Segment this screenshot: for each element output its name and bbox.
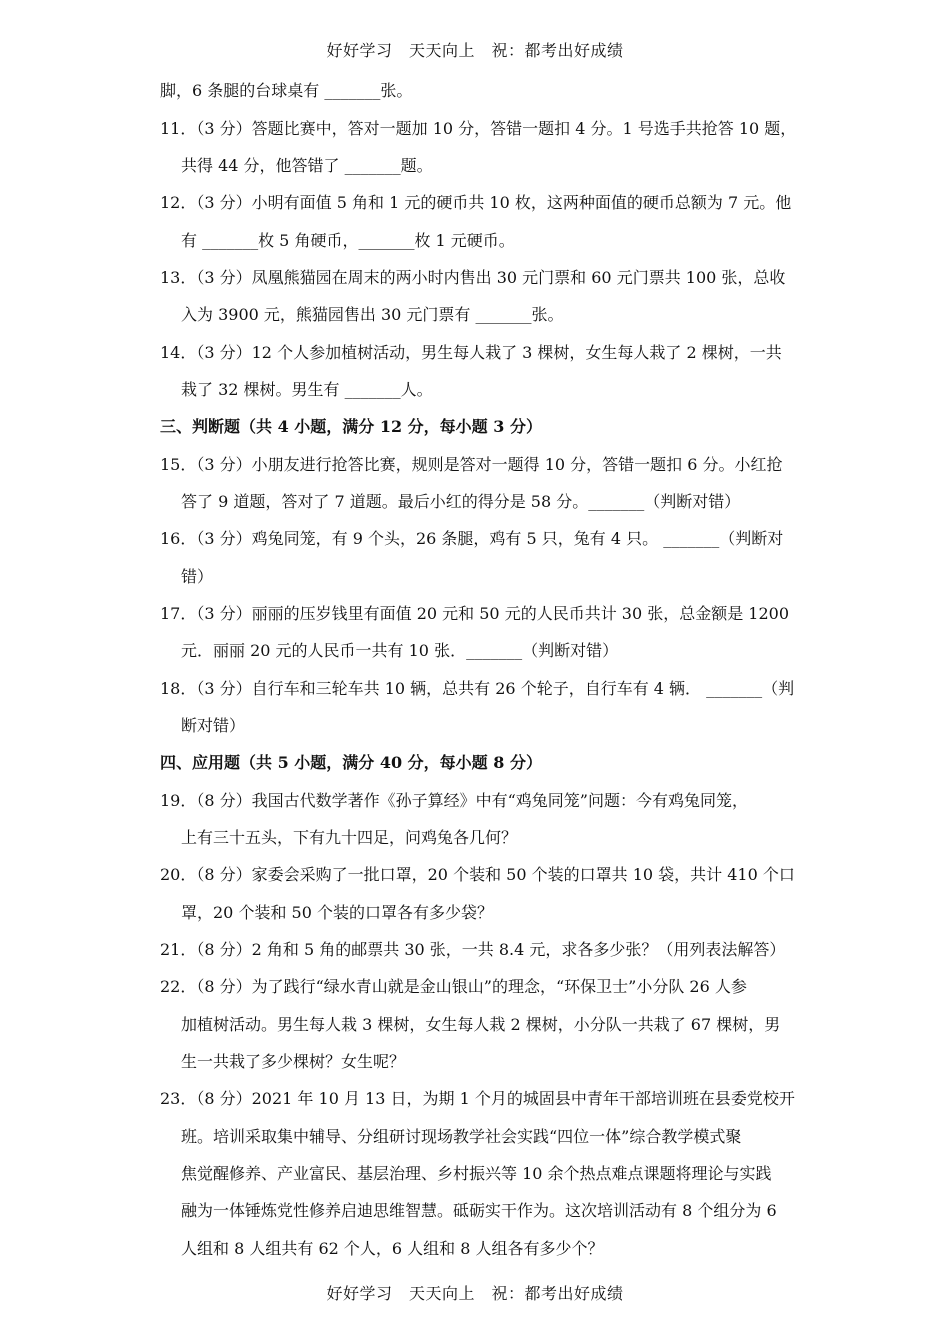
question-17-line-2: 元．丽丽 20 元的人民币一共有 10 张．_______（判断对错）: [181, 641, 619, 660]
question-12-line-2: 有 _______枚 5 角硬币，_______枚 1 元硬币。: [181, 231, 515, 250]
question-23-line-2: 班。培训采取集中辅导、分组研讨现场教学社会实践“四位一体”综合教学模式聚: [181, 1127, 742, 1146]
question-10-tail: 脚，6 条腿的台球桌有 _______张。: [160, 81, 413, 100]
question-16-line-2: 错）: [181, 567, 214, 586]
question-14-line-1: 14．（3 分）12 个人参加植树活动，男生每人栽了 3 棵树，女生每人栽了 2 棵树，一共: [160, 343, 782, 362]
question-14-line-2: 栽了 32 棵树。男生有 _______人。: [181, 380, 433, 399]
question-19-line-1: 19．（8 分）我国古代数学著作《孙子算经》中有“鸡兔同笼”问题：今有鸡兔同笼，: [160, 791, 748, 810]
question-11-line-2: 共得 44 分，他答错了 _______题。: [181, 156, 433, 175]
question-22-line-2: 加植树活动。男生每人栽 3 棵树，女生每人栽 2 棵树，小分队一共栽了 67 棵树，男: [181, 1015, 781, 1034]
section-4-heading: 四、应用题（共 5 小题，满分 40 分，每小题 8 分）: [160, 753, 542, 772]
question-13-line-2: 入为 3900 元，熊猫园售出 30 元门票有 _______张。: [181, 305, 564, 324]
section-3-heading: 三、判断题（共 4 小题，满分 12 分，每小题 3 分）: [160, 417, 542, 436]
question-20-line-2: 罩，20 个装和 50 个装的口罩各有多少袋？: [181, 903, 493, 922]
question-17-line-1: 17．（3 分）丽丽的压岁钱里有面值 20 元和 50 元的人民币共计 30 张，总金额是 1200: [160, 604, 790, 623]
question-18-line-2: 断对错）: [181, 716, 246, 735]
question-15-line-1: 15．（3 分）小朋友进行抢答比赛，规则是答对一题得 10 分，答错一题扣 6 分。小红抢: [160, 455, 783, 474]
question-11-line-1: 11．（3 分）答题比赛中，答对一题加 10 分，答错一题扣 4 分。1 号选手共抢答 10 题，: [160, 119, 797, 138]
question-22-line-3: 生一共栽了多少棵树？女生呢？: [181, 1052, 406, 1071]
question-13-line-1: 13．（3 分）凤凰熊猫园在周末的两小时内售出 30 元门票和 60 元门票共 100 张，总收: [160, 268, 786, 287]
question-21-line-1: 21．（8 分）2 角和 5 角的邮票共 30 张，一共 8.4 元，求各多少张？（用列表法解答）: [160, 940, 786, 959]
page-header: 好好学习 天天向上 祝：都考出好成绩: [326, 41, 624, 60]
question-15-line-2: 答了 9 道题，答对了 7 道题。最后小红的得分是 58 分。_______（判断对错）: [181, 492, 741, 511]
question-19-line-2: 上有三十五头，下有九十四足，问鸡兔各几何？: [181, 828, 518, 847]
question-18-line-1: 18．（3 分）自行车和三轮车共 10 辆，总共有 26 个轮子，自行车有 4 辆． _______（判: [160, 679, 795, 698]
question-23-line-5: 人组和 8 人组共有 62 个人，6 人组和 8 人组各有多少个？: [181, 1239, 604, 1258]
question-20-line-1: 20．（8 分）家委会采购了一批口罩，20 个装和 50 个装的口罩共 10 袋，共计 410 个口: [160, 865, 795, 884]
question-23-line-3: 焦觉醒修养、产业富民、基层治理、乡村振兴等 10 余个热点难点课题将理论与实践: [181, 1164, 772, 1183]
page-footer: 好好学习 天天向上 祝：都考出好成绩: [326, 1284, 624, 1303]
question-23-line-4: 融为一体锤炼党性修养启迪思维智慧。砥砺实干作为。这次培训活动有 8 个组分为 6: [181, 1201, 777, 1220]
question-16-line-1: 16．（3 分）鸡兔同笼，有 9 个头，26 条腿，鸡有 5 只，兔有 4 只。 _______（判断对: [160, 529, 784, 548]
question-12-line-1: 12．（3 分）小明有面值 5 角和 1 元的硬币共 10 枚，这两种面值的硬币总额为 7 元。他: [160, 193, 792, 212]
question-23-line-1: 23．（8 分）2021 年 10 月 13 日，为期 1 个月的城固县中青年干部培训班在县委党校开: [160, 1089, 795, 1108]
question-22-line-1: 22．（8 分）为了践行“绿水青山就是金山银山”的理念，“环保卫士”小分队 26 人参: [160, 977, 747, 996]
